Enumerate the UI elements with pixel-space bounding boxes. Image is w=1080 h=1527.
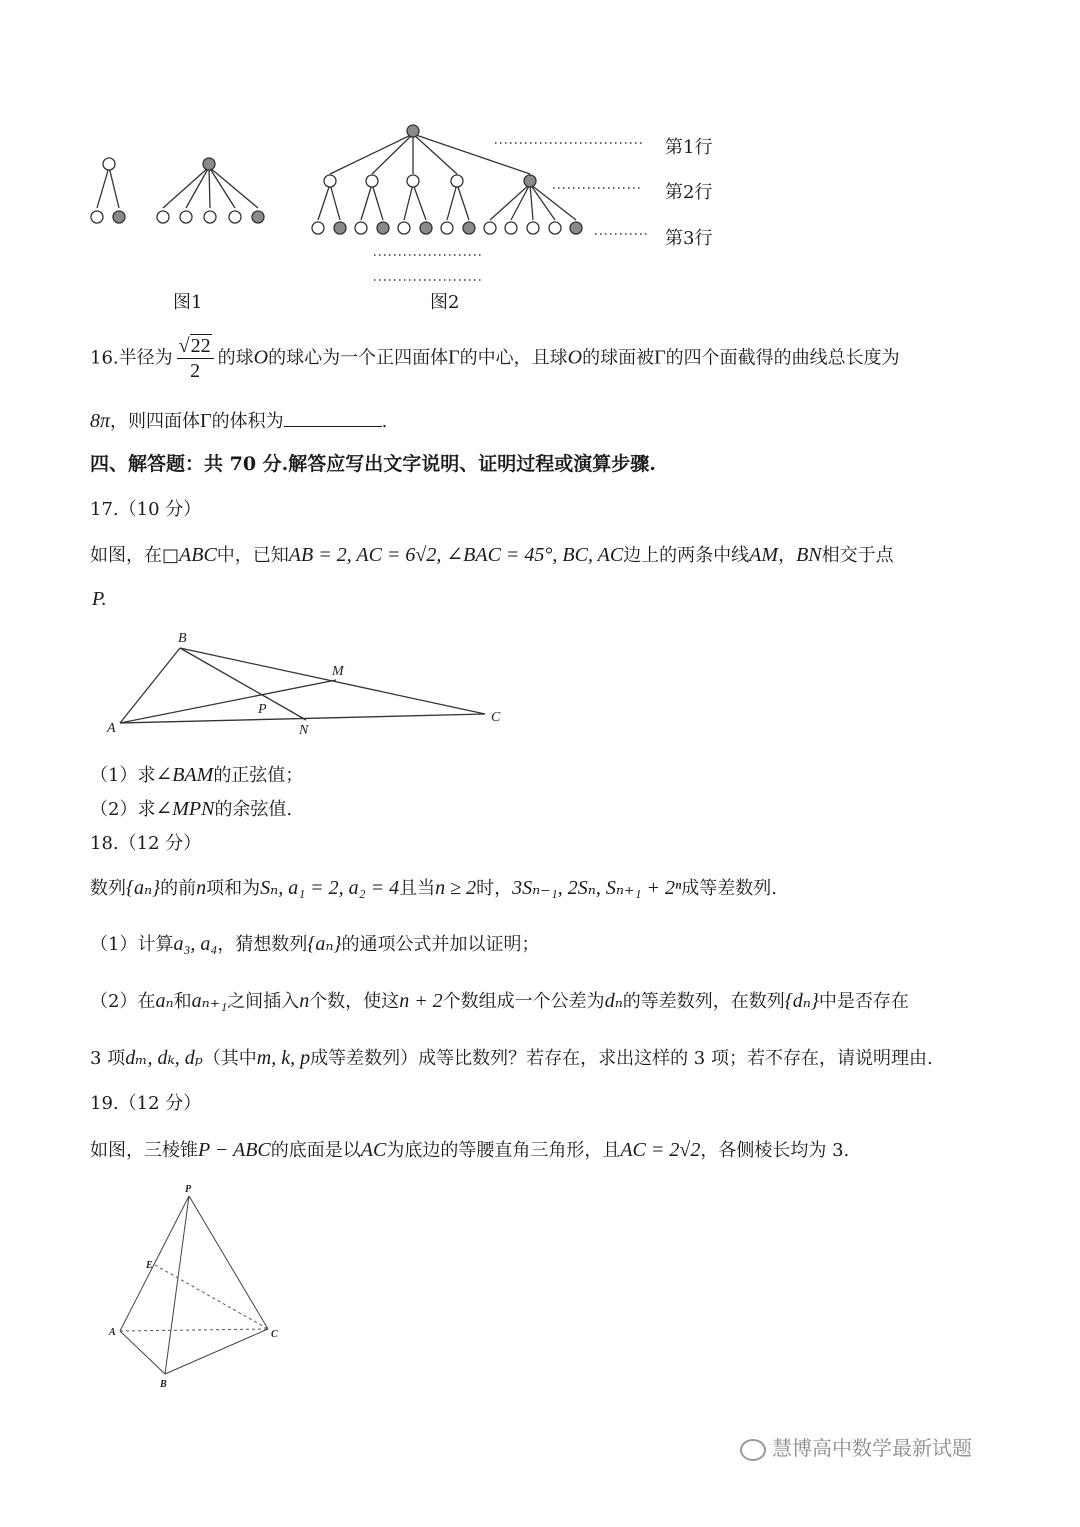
q18-header: 18.（12 分）	[90, 833, 202, 854]
q17-text: （2）求	[90, 799, 156, 820]
q17-text: （1）求	[90, 765, 156, 786]
q18-text: 数列	[90, 878, 126, 899]
q18-text: （1）计算	[90, 934, 174, 955]
label-M: M	[332, 664, 344, 679]
q19-text: ，各侧棱长均为 3.	[700, 1140, 850, 1161]
label-E: E	[146, 1260, 153, 1271]
q16-text: 的中心，且球	[459, 347, 568, 369]
q16-symbol-O: O	[567, 346, 583, 369]
q17-line-1	[90, 543, 894, 568]
section-heading: 四、解答题：共 70 分.解答应写出文字说明、证明过程或演算步骤.	[90, 453, 656, 475]
q18-an: aₙ	[155, 990, 174, 1012]
q18-n: n	[299, 990, 310, 1012]
q17-text: 如图，在□	[90, 545, 180, 566]
watermark-text: 慧博高中数学最新试题	[772, 1436, 972, 1460]
q18-text: 个数组成一个公差为	[442, 991, 605, 1012]
q18-text: 的通项公式并加以证明；	[341, 934, 540, 955]
q18-arith-terms: 3Sₙ₋₁, 2Sₙ, Sₙ₊₁ + 2ⁿ	[512, 877, 682, 899]
q16-text: 的球面被	[582, 347, 655, 369]
q16-frac-den: 2	[190, 360, 201, 382]
q16-text: 半径为	[118, 347, 173, 369]
q18-text: 项和为	[206, 878, 261, 899]
answer-blank	[284, 408, 382, 427]
q19-header: 19.（12 分）	[90, 1093, 202, 1114]
q16-symbol-gamma: Γ	[200, 410, 212, 432]
q17-median-BN: BN	[796, 544, 822, 566]
tree-figures	[0, 110, 760, 320]
q19-pyramid-name: P − ABC	[198, 1139, 271, 1161]
q17-sub-2	[90, 797, 292, 822]
q16-symbol-gamma: Γ	[448, 346, 460, 369]
q18-sequence-an: {aₙ}	[307, 933, 342, 955]
q17-sub-1	[90, 763, 303, 788]
q16-symbol-O: O	[253, 346, 269, 369]
q16-period: .	[381, 411, 388, 432]
q18-sub-2	[90, 989, 909, 1014]
q17-angle-MPN: ∠MPN	[155, 798, 215, 820]
q18-sub-2-line-2	[90, 1046, 933, 1071]
figure-2-caption: 图2	[430, 292, 460, 313]
q18-an-plus-1: aₙ₊₁	[191, 990, 228, 1012]
q16-text: 的球	[217, 347, 254, 369]
q17-header: 17.（10 分）	[90, 499, 202, 520]
q16-number: 16.	[90, 347, 119, 369]
label-A: A	[109, 1327, 116, 1338]
label-P: P	[185, 1184, 192, 1195]
figure-1-caption: 图1	[173, 292, 203, 313]
q16-text: 的四个面截得的曲线总长度为	[665, 347, 900, 369]
pyramid-figure	[100, 1180, 300, 1390]
q18-initial-values: Sₙ, a₁ = 2, a₂ = 4	[260, 877, 400, 899]
q18-text: 成等差数列.	[681, 878, 777, 899]
q17-text: 边上的两条中线	[623, 545, 750, 566]
q18-n-plus-2: n + 2	[399, 990, 443, 1012]
triangle-abc-figure	[100, 628, 520, 740]
label-B: B	[160, 1379, 167, 1390]
q18-sequence-dn: {dₙ}	[784, 990, 819, 1012]
q17-text: 的余弦值.	[214, 799, 293, 820]
q16-text: 的体积为	[211, 411, 284, 432]
q18-text: 和	[173, 991, 192, 1012]
q18-n: n	[196, 877, 207, 899]
label-C: C	[271, 1329, 278, 1340]
q18-text: 3 项	[90, 1048, 126, 1069]
q17-text: ，	[778, 545, 797, 566]
q18-text: （2）在	[90, 991, 156, 1012]
q18-text: ，猜想数列	[217, 934, 308, 955]
q18-condition: n ≥ 2	[435, 877, 477, 899]
label-C: C	[491, 710, 501, 725]
q19-text: 的底面是以	[270, 1140, 361, 1161]
q18-text: （其中	[202, 1048, 257, 1069]
wechat-icon	[740, 1439, 766, 1461]
row-label-3: 第3行	[665, 228, 713, 249]
q18-sequence-an: {aₙ}	[126, 877, 161, 899]
q18-text: 的前	[160, 878, 197, 899]
q17-text: 的正弦值；	[213, 765, 304, 786]
q19-text: 为底边的等腰直角三角形，且	[386, 1140, 621, 1161]
q17-triangle-name: ABC	[179, 544, 217, 566]
q18-sub-1	[90, 932, 539, 957]
q19-line-1	[90, 1138, 849, 1163]
q17-median-AM: AM	[749, 544, 779, 566]
q16-line-1	[90, 334, 900, 383]
q19-given-math: AC = 2√2	[620, 1139, 701, 1161]
q18-dm-dk-dp: dₘ, dₖ, dₚ	[125, 1047, 203, 1069]
q17-given-math: AB = 2, AC = 6√2, ∠BAC = 45°, BC, AC	[288, 544, 624, 566]
q17-text: 相交于点	[821, 545, 894, 566]
q17-point-P: P.	[92, 588, 107, 610]
q18-m-k-p: m, k, p	[256, 1047, 311, 1069]
q18-text: 且当	[399, 878, 436, 899]
q16-radius-fraction: $\frac{√22}{2}$	[177, 334, 214, 383]
q18-text: 的等差数列，在数列	[622, 991, 785, 1012]
q19-AC: AC	[360, 1139, 387, 1161]
row-label-2: 第2行	[665, 182, 713, 203]
q19-text: 如图，三棱锥	[90, 1140, 198, 1161]
q17-angle-BAM: ∠BAM	[155, 764, 214, 786]
q18-text: 时，	[476, 878, 513, 899]
label-A: A	[107, 721, 116, 736]
q18-a3-a4: a₃, a₄	[173, 933, 218, 955]
q16-text: 的球心为一个正四面体	[268, 347, 449, 369]
q16-frac-num: 22	[190, 335, 211, 357]
q18-text: 成等差数列）成等比数列？若存在，求出这样的 3 项；若不存在，请说明理由.	[310, 1048, 933, 1069]
watermark	[740, 1432, 972, 1461]
q18-dn: dₙ	[604, 990, 623, 1012]
q18-text: 中是否存在	[818, 991, 909, 1012]
q18-line-1	[90, 876, 777, 901]
q18-text: 个数，使这	[309, 991, 400, 1012]
label-B: B	[178, 631, 187, 646]
q16-line-2	[90, 408, 387, 434]
label-P: P	[258, 702, 267, 717]
q17-text: 中，已知	[216, 545, 289, 566]
q16-text: ，则四面体	[110, 411, 201, 432]
q16-symbol-gamma: Γ	[654, 346, 666, 369]
row-label-1: 第1行	[665, 137, 713, 158]
q16-8pi: 8π	[90, 410, 111, 432]
label-N: N	[299, 723, 309, 738]
q18-text: 之间插入	[227, 991, 300, 1012]
